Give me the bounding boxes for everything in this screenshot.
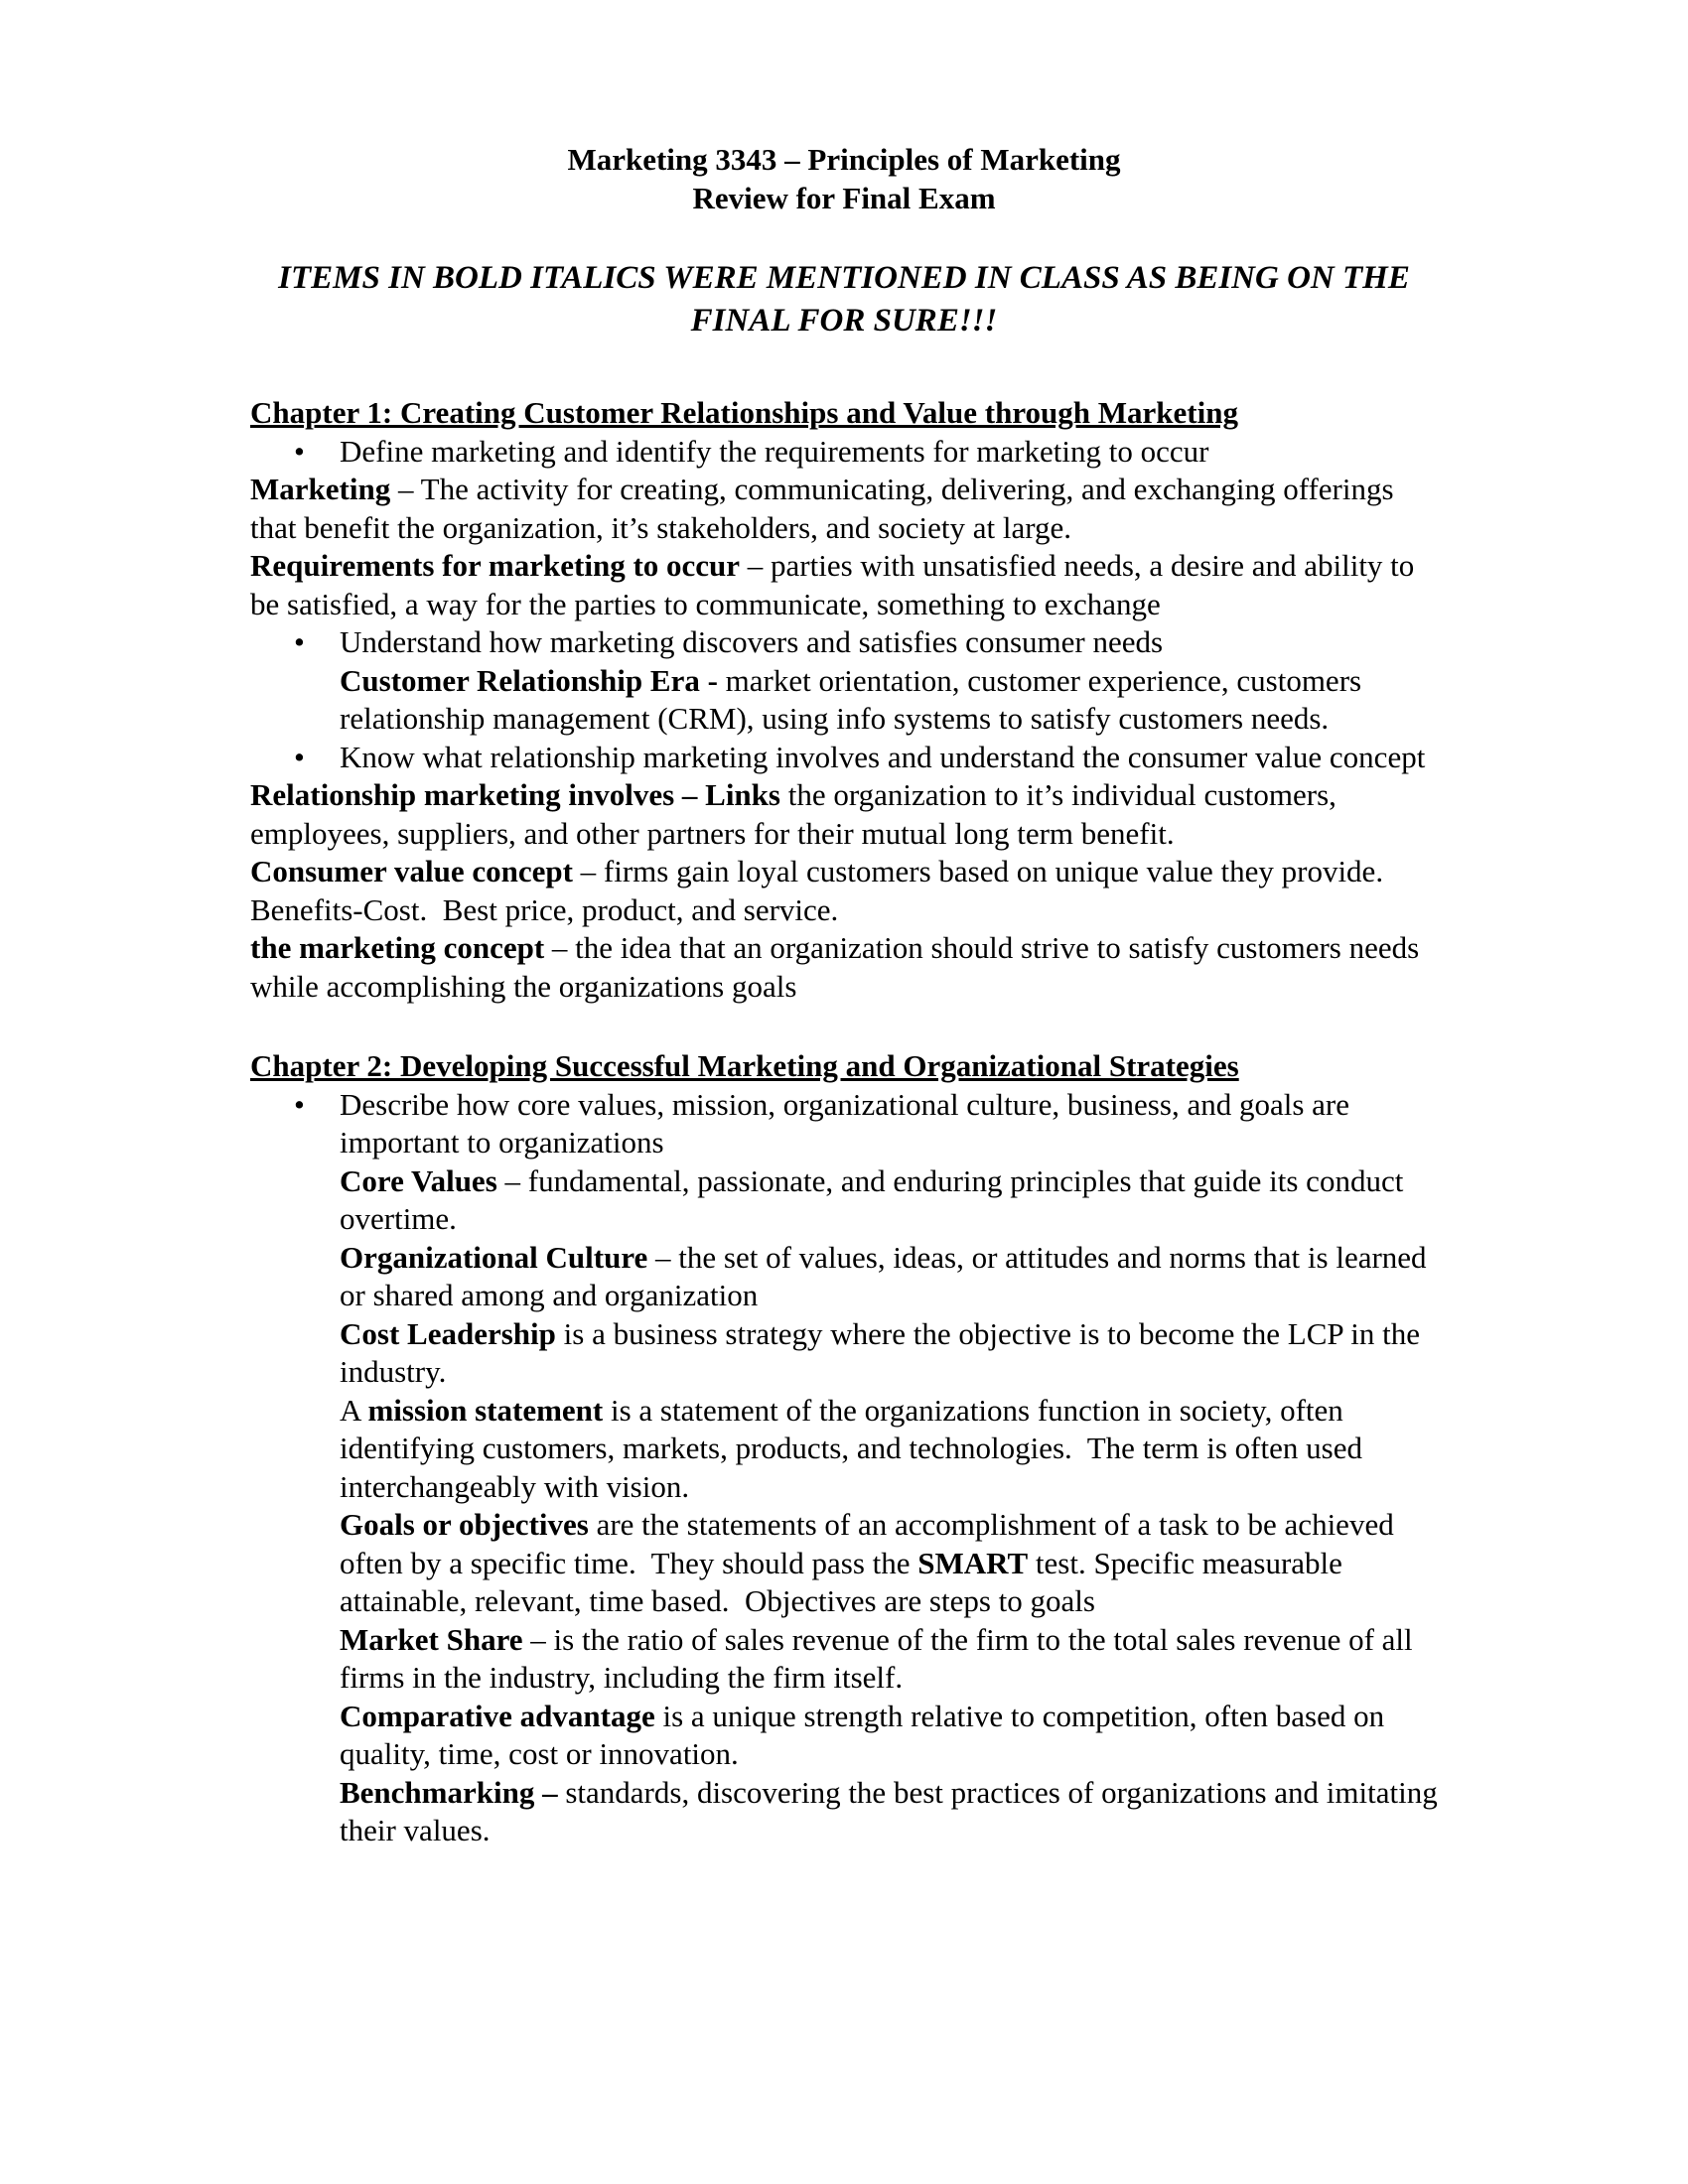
indented-definition [250,1392,1438,1507]
bold-text-run: the marketing concept [250,930,545,965]
text-run: test. Specific measurable attainable, relevant, time based. Objectives are steps to goals [340,1545,1342,1618]
indented-definition [250,1621,1438,1698]
bold-text-run: SMART [917,1545,1029,1580]
indented-definition [250,1774,1438,1850]
bullet-item [250,739,1438,777]
notice-line-2: FINAL FOR SURE!!! [690,303,998,339]
bold-text-run: Requirements for marketing to occur [250,548,741,583]
definition-paragraph [250,929,1438,1006]
bold-text-run: Organizational Culture [340,1239,648,1275]
bold-text-run: Goals or objectives [340,1507,589,1542]
text-run: standards, discovering the best practices of organizations and imitating their values. [340,1774,1438,1847]
bold-text-run: Consumer value concept [250,854,573,888]
indented-definition [250,1315,1438,1392]
document-body [250,394,1438,1850]
definition-paragraph [250,547,1438,623]
chapter-heading: Chapter 1: Creating Customer Relationships and Value through Marketing [250,395,1238,430]
text-run: market orientation, customer experience, customers relationship management (CRM), using info systems to satisfy customers needs. [340,662,1362,736]
text-run: – the set of values, ideas, or attitudes and norms that is learned or shared among and organization [340,1239,1427,1312]
text-run: are the statements of an accomplishment of a task to be achieved often by a specific time. They should pass the [340,1507,1394,1580]
notice-line-1: ITEMS IN BOLD ITALICS WERE MENTIONED IN CLASS AS BEING ON THE [278,260,1410,296]
definition-paragraph [250,776,1438,853]
text-run: – is the ratio of sales revenue of the firm to the total sales revenue of all firms in the industry, including the firm itself. [340,1621,1413,1695]
indented-definition [250,662,1438,739]
text-run: Know what relationship marketing involves and understand the consumer value concept [340,739,1426,774]
text-run: is a unique strength relative to competition, often based on quality, time, cost or innovation. [340,1698,1385,1771]
title-line-1: Marketing 3343 – Principles of Marketing [567,142,1121,177]
bold-text-run: Comparative advantage [340,1698,655,1733]
text-run: – The activity for creating, communicating, delivering, and exchanging offerings that benefit the organization, it’s stakeholders, and society at large. [250,472,1394,545]
indented-definition [250,1239,1438,1315]
bold-text-run: Cost Leadership [340,1315,556,1351]
text-run: Describe how core values, mission, organizational culture, business, and goals are important to organizations [340,1086,1349,1160]
bullet-marker: • [294,433,305,469]
text-run: – firms gain loyal customers based on unique value they provide. Benefits-Cost. Best price, product, and service. [250,854,1391,927]
bold-text-run: Relationship marketing involves – Links [250,777,780,812]
text-run: is a statement of the organizations function in society, often identifying customers, markets, products, and technologies. The term is often used interchangeably with vision. [340,1392,1362,1504]
text-run: Understand how marketing discovers and satisfies consumer needs [340,624,1164,659]
bullet-item [250,433,1438,472]
chapter-heading: Chapter 2: Developing Successful Marketing and Organizational Strategies [250,1048,1239,1083]
bullet-item [250,623,1438,662]
indented-definition [250,1506,1438,1621]
bullet-marker: • [294,624,305,659]
text-run: – fundamental, passionate, and enduring principles that guide its conduct overtime. [340,1162,1404,1236]
text-run: Define marketing and identify the requirements for marketing to occur [340,433,1209,469]
bold-text-run: Market Share [340,1621,523,1657]
document-title [250,141,1438,217]
bullet-marker: • [294,1086,305,1122]
text-run: is a business strategy where the objective is to become the LCP in the industry. [340,1315,1420,1389]
indented-definition [250,1698,1438,1774]
chapter-section [250,1047,1438,1850]
bold-text-run: Marketing [250,472,391,506]
chapter-section [250,394,1438,1006]
exam-notice [250,257,1438,342]
bullet-item [250,1086,1438,1162]
bold-text-run: mission statement [367,1392,604,1428]
definition-paragraph [250,853,1438,929]
title-line-2: Review for Final Exam [692,180,996,215]
bold-text-run: Benchmarking – [340,1774,558,1810]
definition-paragraph [250,471,1438,547]
text-run: – parties with unsatisfied needs, a desire and ability to be satisfied, a way for the parties to communicate, something to exchange [250,548,1415,621]
text-run: – the idea that an organization should strive to satisfy customers needs while accomplishing the organizations goals [250,930,1420,1004]
bold-text-run: Customer Relationship Era - [340,662,718,698]
bullet-marker: • [294,739,305,774]
indented-definition [250,1162,1438,1239]
bold-text-run: Core Values [340,1162,497,1198]
text-run: the organization to it’s individual customers, employees, suppliers, and other partners for their mutual long term benefit. [250,777,1336,851]
text-run: A [340,1392,368,1428]
